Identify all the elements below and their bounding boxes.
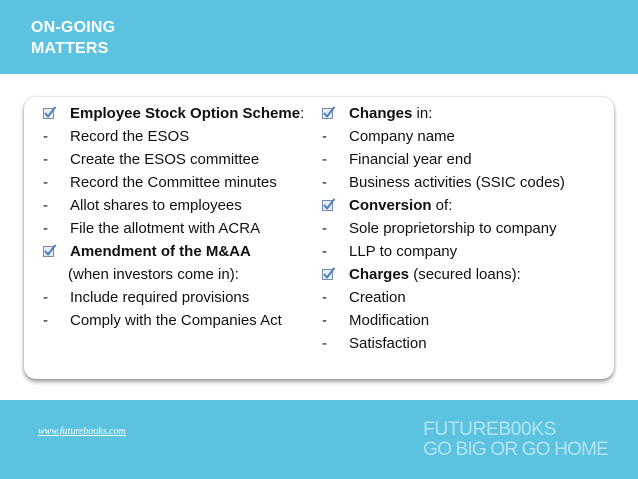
- check-bullet: [43, 102, 59, 125]
- item-text: Comply with the Companies Act: [70, 312, 282, 329]
- dash-bullet: -: [43, 312, 48, 329]
- checkbox-checked-icon: [322, 267, 335, 280]
- section-heading: [349, 263, 521, 286]
- heading-suffix: in:: [412, 105, 433, 122]
- heading-suffix: :: [300, 105, 305, 122]
- dash-bullet: -: [322, 312, 327, 329]
- item-text: Create the ESOS committee: [70, 151, 260, 168]
- dash-bullet: -: [322, 128, 327, 145]
- checkbox-checked-icon: [43, 244, 56, 257]
- item-text: Creation: [349, 289, 406, 306]
- check-bullet: [322, 263, 338, 286]
- heading-suffix: (secured loans):: [409, 266, 521, 283]
- heading-bold-text: Amendment of the M&AA: [70, 243, 251, 260]
- dash-bullet: -: [43, 220, 48, 237]
- heading-bold-text: Charges: [349, 266, 410, 283]
- footer-band: [0, 400, 638, 479]
- checkbox-checked-icon: [322, 106, 335, 119]
- heading-bold-text: Changes: [349, 105, 413, 122]
- check-bullet: [322, 102, 338, 125]
- footer-website-link[interactable]: www.futurebooks.com: [38, 426, 126, 437]
- brand-tagline: GO BIG OR GO HOME: [423, 439, 608, 460]
- item-text: Record the Committee minutes: [70, 174, 277, 191]
- check-bullet: [322, 194, 338, 217]
- brand-logo: [423, 420, 608, 460]
- dash-bullet: -: [43, 128, 48, 145]
- brand-name: FUTUREB00KS: [423, 419, 557, 440]
- heading-bold-text: Employee Stock Option Scheme: [70, 105, 301, 122]
- header-band: [0, 0, 638, 74]
- item-text: (when investors come in):: [68, 266, 239, 283]
- section-heading: [70, 240, 251, 263]
- dash-bullet: -: [322, 174, 327, 191]
- item-text: Sole proprietorship to company: [349, 220, 557, 237]
- item-text: Record the ESOS: [70, 128, 190, 145]
- dash-bullet: -: [322, 151, 327, 168]
- dash-bullet: -: [322, 243, 327, 260]
- section-heading: [349, 194, 452, 217]
- heading-suffix: of:: [431, 197, 453, 214]
- item-text: Allot shares to employees: [70, 197, 242, 214]
- section-heading: [349, 102, 432, 125]
- item-text: Business activities (SSIC codes): [349, 174, 565, 191]
- dash-bullet: -: [322, 220, 327, 237]
- check-bullet: [43, 240, 59, 263]
- dash-bullet: -: [322, 289, 327, 306]
- item-text: Satisfaction: [349, 335, 427, 352]
- item-text: Company name: [349, 128, 455, 145]
- section-heading: [70, 102, 304, 125]
- dash-bullet: -: [43, 151, 48, 168]
- item-text: File the allotment with ACRA: [70, 220, 261, 237]
- item-text: Modification: [349, 312, 430, 329]
- heading-bold-text: Conversion: [349, 197, 432, 214]
- dash-bullet: -: [43, 174, 48, 191]
- dash-bullet: -: [322, 335, 327, 352]
- page-title: [31, 17, 115, 59]
- item-text: Include required provisions: [70, 289, 250, 306]
- dash-bullet: -: [43, 197, 48, 214]
- title-line-2: MATTERS: [31, 40, 109, 57]
- item-text: Financial year end: [349, 151, 472, 168]
- checkbox-checked-icon: [322, 198, 335, 211]
- item-text: LLP to company: [349, 243, 458, 260]
- title-line-1: ON-GOING: [31, 19, 116, 36]
- checkbox-checked-icon: [43, 106, 56, 119]
- dash-bullet: -: [43, 289, 48, 306]
